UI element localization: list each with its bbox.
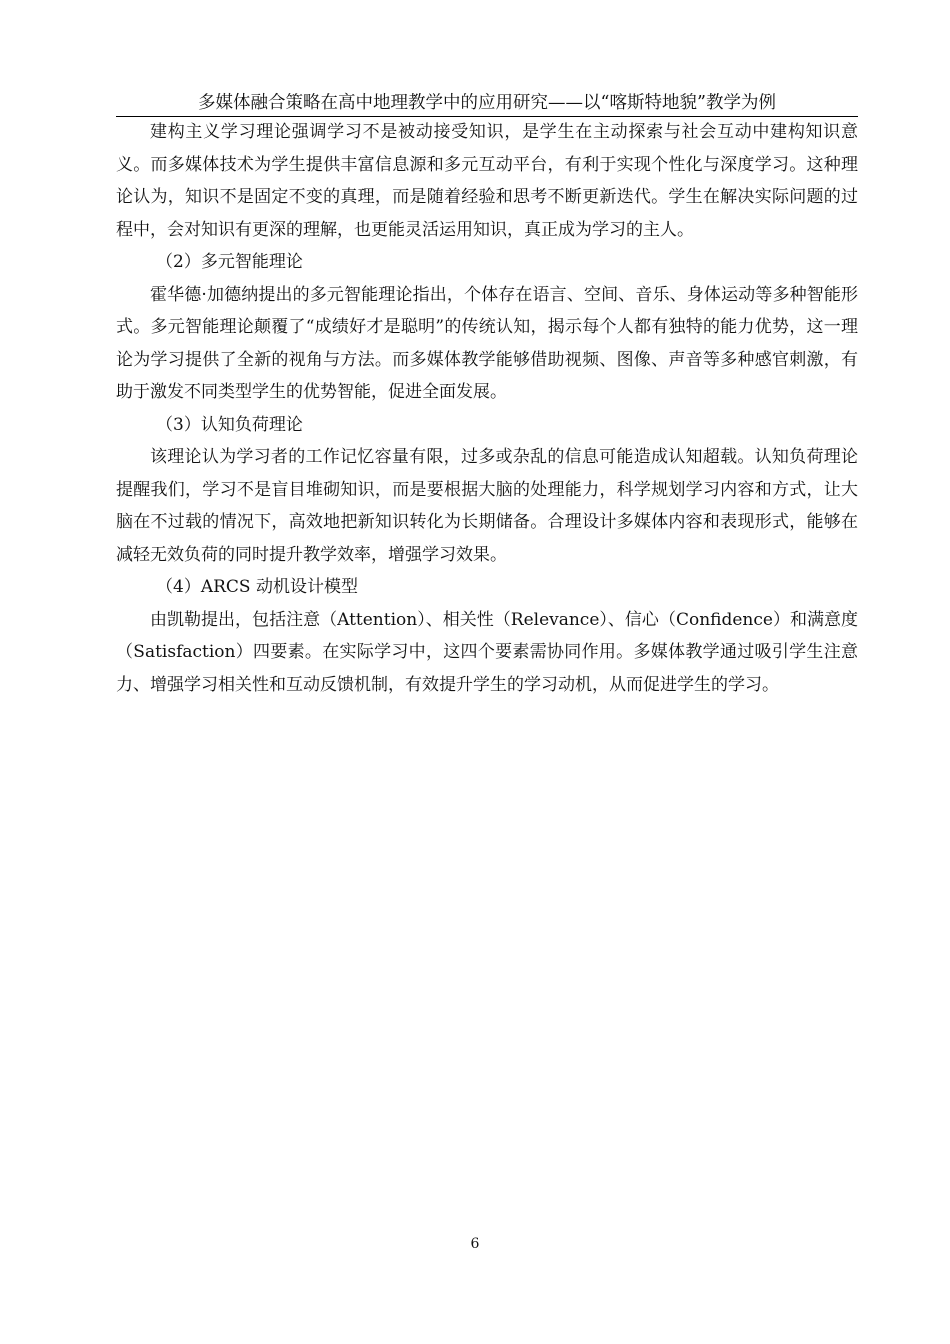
paragraph-constructivism: 建构主义学习理论强调学习不是被动接受知识，是学生在主动探索与社会互动中建构知识意义。而多媒体技术为学生提供丰富信息源和多元互动平台，有利于实现个性化与深度学习。这种理论认为，知识不是固定不变的真理，而是随着经验和思考不断更新迭代。学生在解决实际问题的过程中，会对知识有更深的理解，也更能灵活运用知识，真正成为学习的主人。: [116, 122, 858, 240]
paragraph-multiple-intelligences: 霍华德·加德纳提出的多元智能理论指出，个体存在语言、空间、音乐、身体运动等多种智能形式。多元智能理论颠覆了“成绩好才是聪明”的传统认知，揭示每个人都有独特的能力优势，这一理论为学习提供了全新的视角与方法。而多媒体教学能够借助视频、图像、声音等多种感官刺激，有助于激发不同类型学生的优势智能，促进全面发展。: [116, 284, 858, 402]
paragraph-cognitive-load: 该理论认为学习者的工作记忆容量有限，过多或杂乱的信息可能造成认知超载。认知负荷理论提醒我们，学习不是盲目堆砌知识，而是要根据大脑的处理能力，科学规划学习内容和方式，让大脑在不过载的情况下，高效地把新知识转化为长期储备。合理设计多媒体内容和表现形式，能够在减轻无效负荷的同时提升教学效率，增强学习效果。: [116, 447, 858, 565]
section-heading-cognitive-load: （3）认知负荷理论: [156, 414, 303, 435]
paragraph-arcs-model: 由凯勒提出，包括注意（Attention）、相关性（Relevance）、信心（Confidence）和满意度（Satisfaction）四要素。在实际学习中，这四个要素需协同作用。多媒体教学通过吸引学生注意力、增强学习相关性和互动反馈机制，有效提升学生的学习动机，从而促进学生的学习。: [116, 609, 858, 695]
running-header: 多媒体融合策略在高中地理教学中的应用研究——以“喀斯特地貌”教学为例: [116, 90, 858, 117]
page-number: 6: [470, 1236, 480, 1252]
section-heading-multiple-intelligences: （2）多元智能理论: [156, 252, 303, 272]
section-heading-arcs-model: （4）ARCS 动机设计模型: [156, 577, 358, 597]
body-text: [116, 116, 858, 701]
